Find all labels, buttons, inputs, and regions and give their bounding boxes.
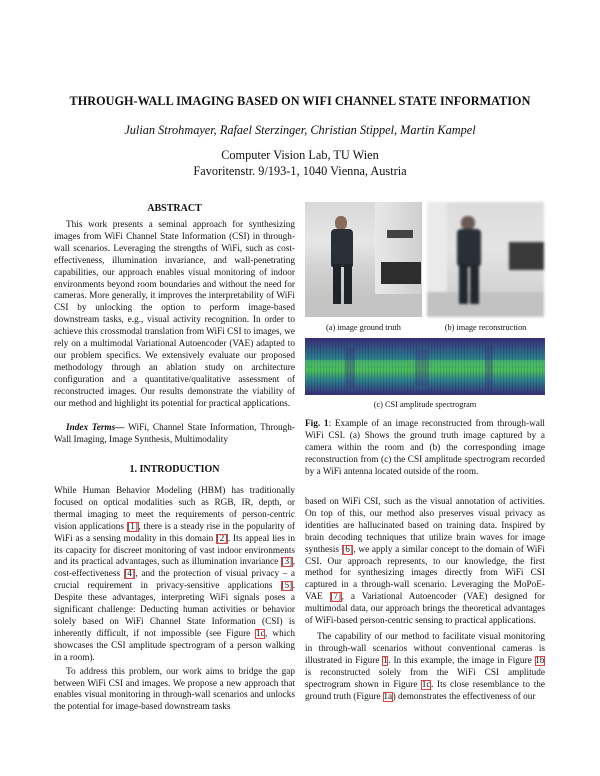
authors: Julian Strohmayer, Rafael Sterzinger, Christian Stippel, Martin Kampel [124,123,476,137]
figure-link[interactable]: 1b [535,655,545,666]
intro-paragraph-1: While Human Behavior Modeling (HBM) has traditionally focused on optical modalities such as RGB, IR, depth, or thermal imaging to meet the requirements of person-centric vision applications [1], there is a steady rise in the popularity of WiFi as a sensing modality in this domain [2]. Its appeal lies in its capacity for discreet monitoring of vast indoor environments and its practical advantages, such as illumination invariance [3], cost-effectiveness [4], and the protection of visual privacy – a crucial requirement in privacy-sensitive applications [5]. Despite these advantages, interpreting WiFi signals poses a significant challenge: Deducting human activities or behavior solely based on WiFi Channel State Information (CSI) is inherently difficult, if not impossible (see Figure 1c, which showcases the CSI amplitude spectrogram of a person walking in a room). [54,486,296,663]
right-column-body [305,497,545,703]
right-paragraph-1: based on WiFi CSI, such as the visual annotation of activities. On top of this, our method also preserves visual privacy as identities are hallucinated based on training data. Inspired by brain decoding techniques that utilize brain waves for image synthesis [6], we apply a similar concept to the domain of WiFi CSI. Our approach represents, to our knowledge, the first method for synthesizing images directly from WiFi CSI captured in a through-wall scenario. Leveraging the MoPoE-VAE [7], a Variational Autoencoder (VAE) designed for multimodal data, our approach brings the theoretical advantages of WiFi-based person-centric sensing to practical applications. [305,497,545,627]
citation-link[interactable]: [6] [342,544,353,555]
citation-link[interactable]: [3] [281,557,293,568]
affiliation-line-1: Computer Vision Lab, TU Wien [221,148,379,162]
index-terms-text: WiFi, Channel State Information, Through-Wall Imaging, Image Synthesis, Multimodality [54,423,295,445]
abstract-body [54,220,295,411]
reconstructed-image [427,202,544,317]
abstract-heading: ABSTRACT [147,203,202,214]
affiliation-line-2: Favoritenstr. 9/193-1, 1040 Vienna, Austria [193,163,407,178]
figure-link[interactable]: 1a [383,691,393,702]
citation-link[interactable]: [7] [330,592,342,603]
citation-link[interactable]: [2] [216,533,228,544]
affiliation [0,148,600,179]
figure-caption-text: : Example of an image reconstructed from through-wall WiFi CSI. (a) Shows the ground truth image captured by a camera within the room and (b) the corresponding image reconstruction from (c) the CSI amplitude spectrogram recorded by a WiFi antenna located outside of the room. [305,419,545,477]
citation-link[interactable]: [1] [127,521,138,532]
subcaption-b: (b) image reconstruction [444,323,527,332]
figure-caption [305,419,545,479]
citation-link[interactable]: [5] [281,581,293,592]
subcaption-a: (a) image ground truth [326,323,401,332]
figure-link[interactable]: 1c [421,679,431,690]
figure-label: Fig. 1 [305,419,329,429]
intro-body [54,486,295,714]
intro-paragraph-2: To address this problem, our work aims to bridge the gap between WiFi CSI and images. We propose a new approach that enables visual monitoring in through-wall scenarios and unlocks the potential for image-based downstream tasks [54,666,295,713]
right-paragraph-2: The capability of our method to facilitate visual monitoring in through-wall scenarios without conventional cameras is illustrated in Figure 1. In this example, the image in Figure 1b is reconstructed solely from the WiFi CSI amplitude spectrogram shown in Figure 1c. Its close resemblance to the ground truth (Figure 1a) demonstrates the effectiveness of our [305,631,545,702]
paper-title: THROUGH-WALL IMAGING BASED ON WIFI CHANNEL STATE INFORMATION [69,94,531,108]
citation-link[interactable]: [4] [124,569,135,580]
subcaption-c: (c) CSI amplitude spectrogram [373,400,477,409]
ground-truth-image [305,202,422,317]
intro-heading: 1. INTRODUCTION [129,464,220,475]
index-terms-label: Index Terms— [66,423,125,433]
index-terms [54,423,295,447]
abstract-text: This work presents a seminal approach for synthesizing images from WiFi Channel State Information (CSI) in through-wall scenarios. Leveraging the strengths of WiFi, such as cost-effectiveness, illumination invariance, and wall-penetrating capabilities, our approach enables visual monitoring of indoor environments beyond room boundaries and without the need for cameras. More generally, it improves the interpretability of WiFi CSI by unlocking the option to perform image-based downstream tasks, e.g., visual activity recognition. In order to achieve this crossmodal translation from WiFi CSI to images, we rely on a multimodal Variational Autoencoder (VAE) adapted to our problem specifics. We extensively evaluate our proposed methodology through an ablation study on architecture configuration and a quantitative/qualitative assessment of reconstructed images. Our results demonstrate the viability of our method and highlight its potential for practical applications. [54,220,295,409]
csi-amplitude-spectrogram [305,338,545,395]
figure-link[interactable]: 1c [255,628,265,639]
figure-link[interactable]: 1 [382,655,388,666]
